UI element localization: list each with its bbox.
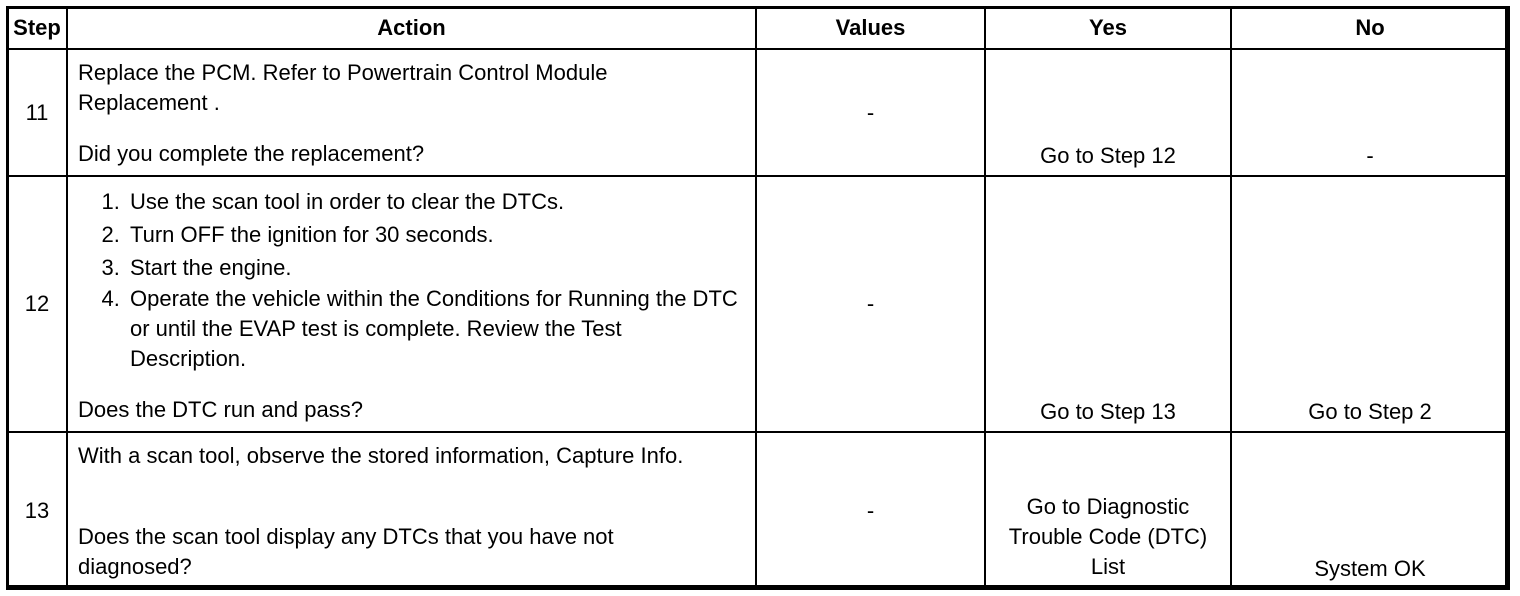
- values-cell: -: [756, 432, 985, 589]
- values-cell: -: [756, 176, 985, 432]
- action-instruction: Replace the PCM. Refer to Powertrain Control Module Replacement .: [78, 60, 608, 115]
- list-item: 1. Use the scan tool in order to clear the DTCs.: [126, 185, 745, 218]
- step-number: 12: [7, 176, 67, 432]
- no-cell: System OK: [1231, 432, 1509, 589]
- step-number: 11: [7, 49, 67, 176]
- no-cell: Go to Step 2: [1231, 176, 1509, 432]
- yes-cell: Go to Step 12: [985, 49, 1231, 176]
- no-cell: -: [1231, 49, 1509, 176]
- yes-cell: Go to Step 13: [985, 176, 1231, 432]
- table-border: [6, 6, 1508, 588]
- list-item: 3. Start the engine.: [126, 251, 745, 284]
- action-question: Does the DTC run and pass?: [78, 397, 363, 422]
- values-cell: -: [756, 49, 985, 176]
- list-item: 4. Operate the vehicle within the Conditions for Running the DTC or until the EVAP test is complete. Review the Test Description.: [126, 284, 740, 374]
- header-action: Action: [67, 7, 756, 49]
- yes-text: Go to Diagnostic Trouble Code (DTC) List: [1008, 494, 1208, 579]
- action-instruction: With a scan tool, observe the stored information, Capture Info.: [78, 443, 684, 468]
- header-values: Values: [756, 7, 985, 49]
- header-no: No: [1231, 7, 1509, 49]
- action-question: Does the scan tool display any DTCs that you have not diagnosed?: [78, 524, 614, 579]
- header-step: Step: [7, 7, 67, 49]
- header-yes: Yes: [985, 7, 1231, 49]
- action-question: Did you complete the replacement?: [78, 141, 425, 166]
- list-item: 2. Turn OFF the ignition for 30 seconds.: [126, 218, 745, 251]
- step-number: 13: [7, 432, 67, 589]
